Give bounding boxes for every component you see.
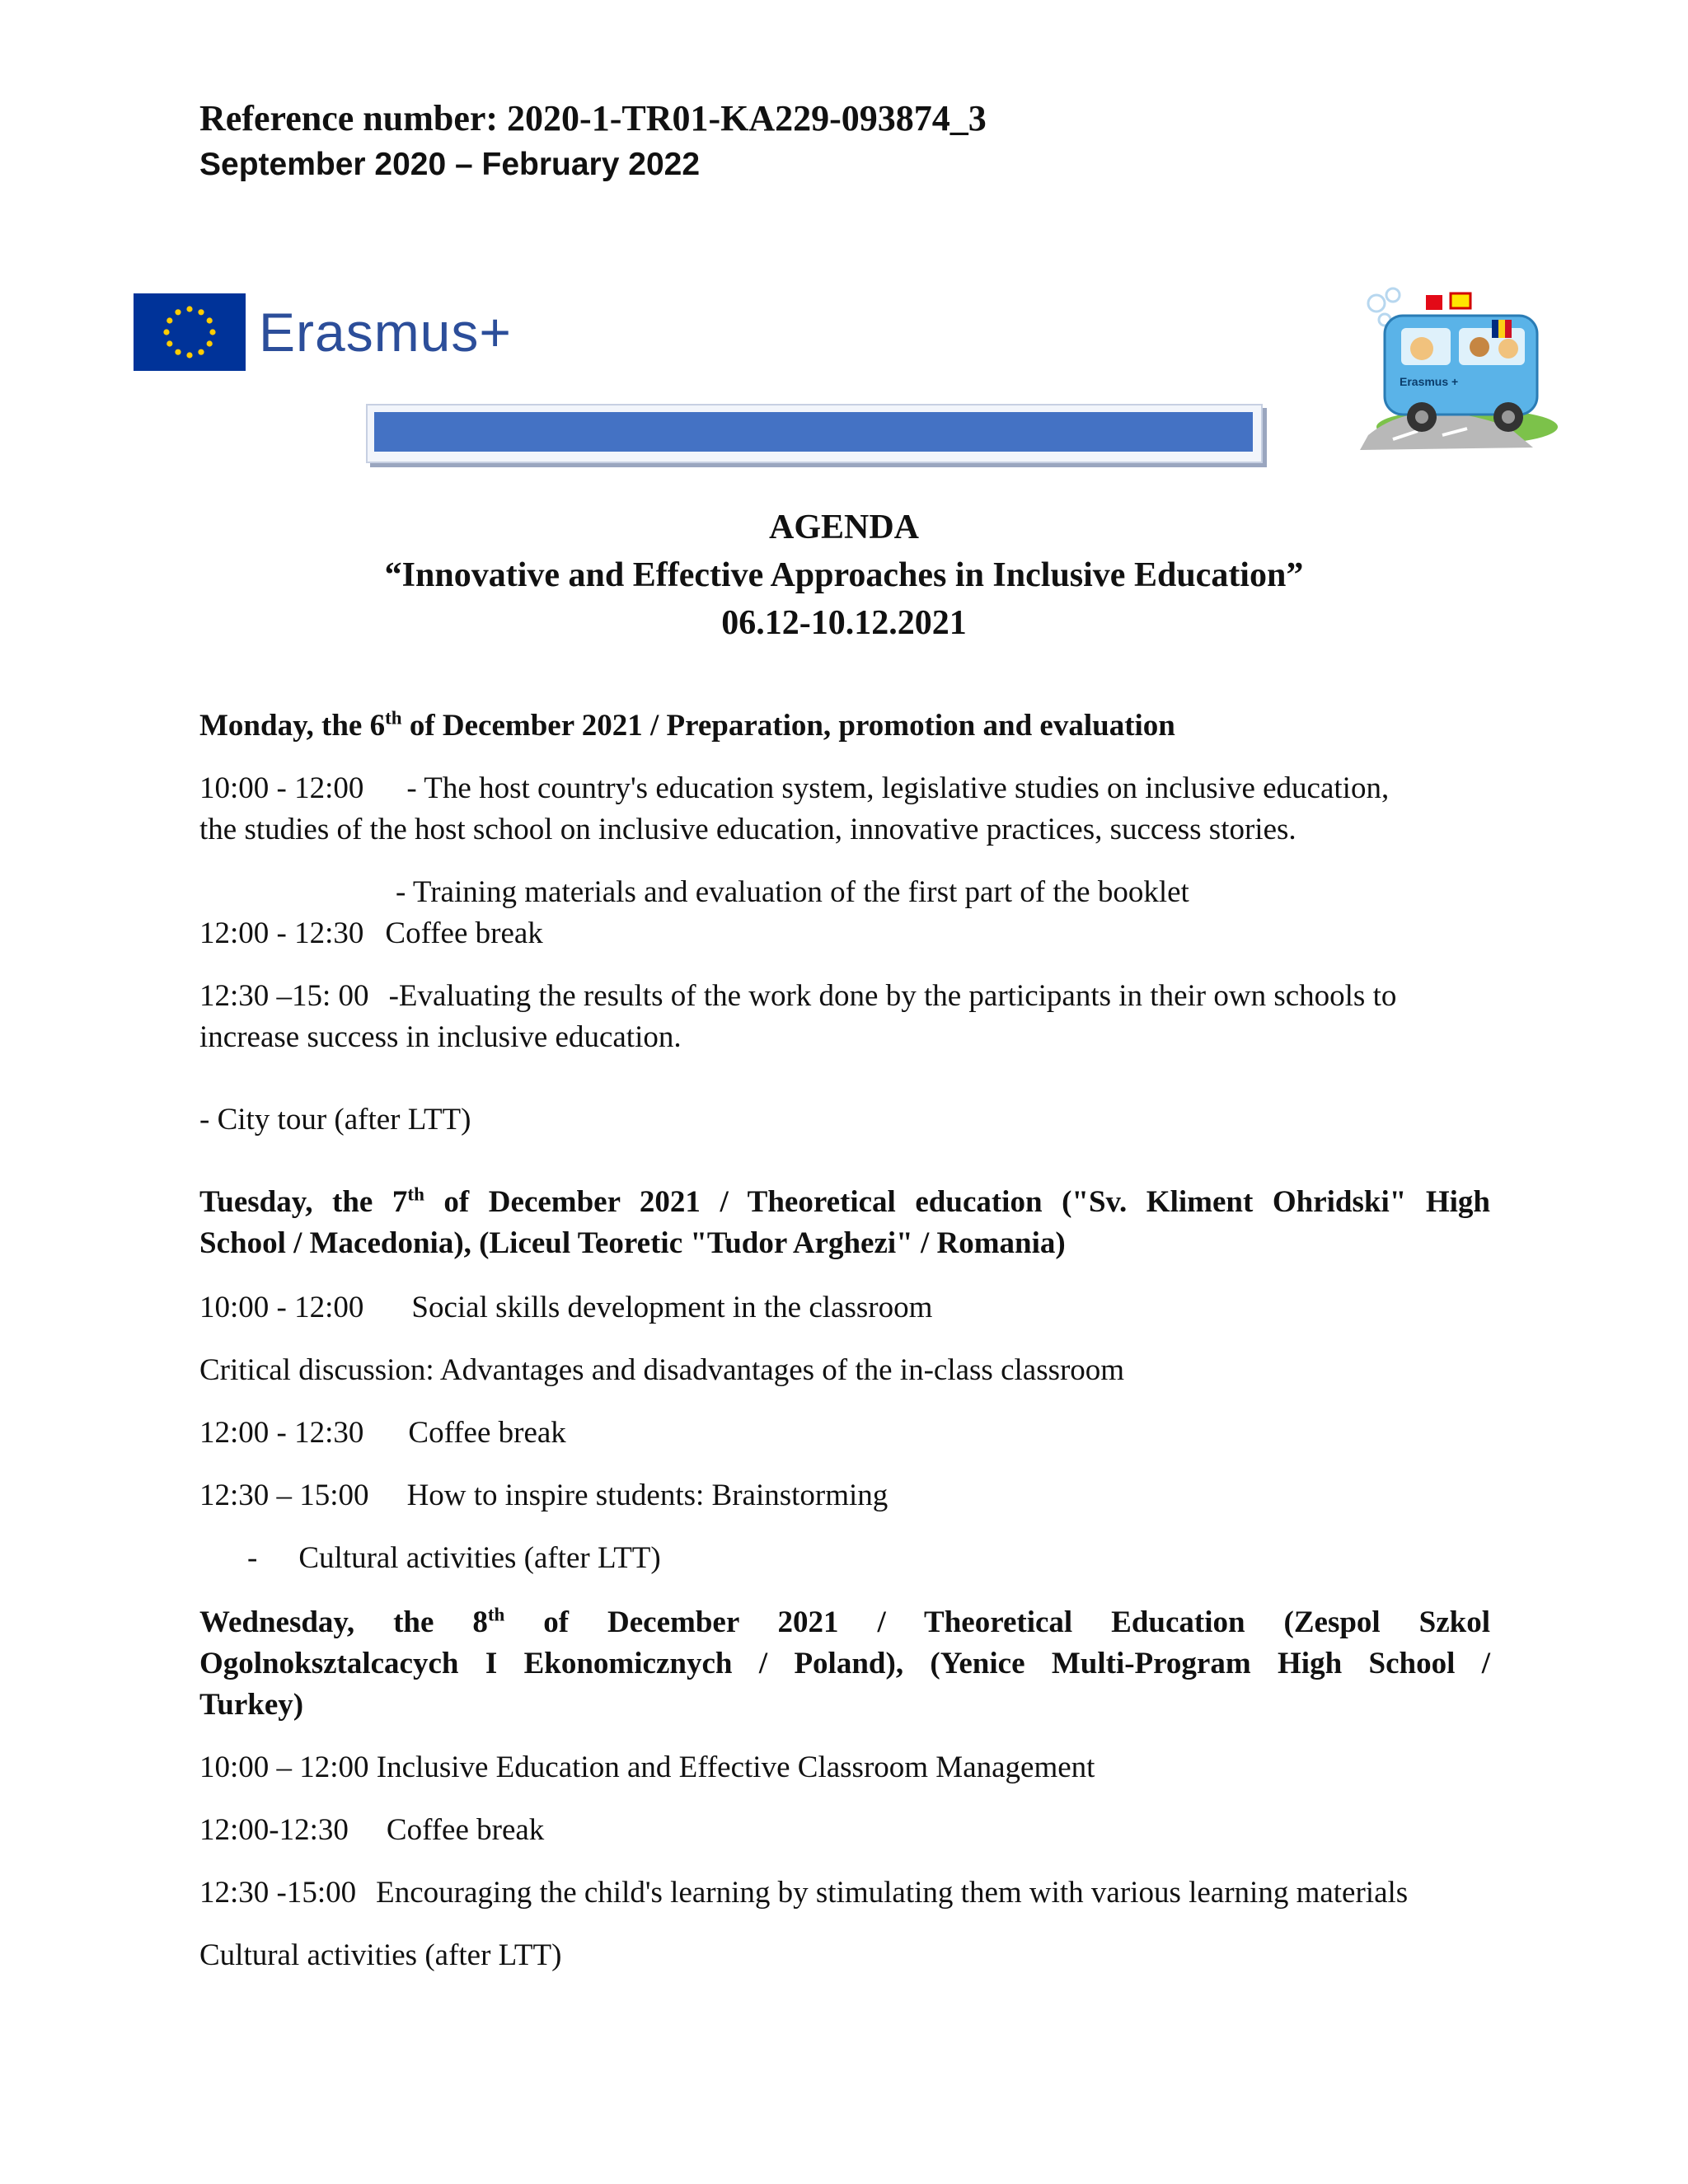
- monday-s1-line1: - The host country's education system, legislative studies on inclusive education,: [406, 771, 1390, 805]
- blue-banner: [366, 404, 1263, 463]
- monday-s1-time: 10:00 - 12:00: [199, 771, 364, 805]
- tuesday-heading: Tuesday, the 7th of December 2021 / Theoretical education ("Sv. Kliment Ohridski" High: [199, 1183, 1490, 1219]
- tuesday-session-1: [199, 1287, 1490, 1329]
- agenda-subtitle: “Innovative and Effective Approaches in Inclusive Education”: [384, 556, 1304, 594]
- wednesday-heading-line2: Ogolnoksztalcacych I Ekonomicznych / Poland), (Yenice Multi-Program High School /: [199, 1647, 1490, 1680]
- monday-s2-time: 12:00 - 12:30: [199, 916, 364, 950]
- tuesday-session-3: [199, 1475, 1490, 1516]
- wednesday-session-3: [199, 1872, 1490, 1914]
- wednesday-session-1: 10:00 – 12:00 Inclusive Education and Effective Classroom Management: [199, 1750, 1095, 1784]
- agenda-title: AGENDA: [768, 509, 919, 546]
- wednesday-s2-text: Coffee break: [386, 1813, 545, 1847]
- tuesday-s1-time: 10:00 - 12:00: [199, 1291, 364, 1324]
- tuesday-s3-text: How to inspire students: Brainstorming: [406, 1479, 889, 1512]
- monday-session-2: [199, 913, 1490, 954]
- tuesday-s2-time: 12:00 - 12:30: [199, 1416, 364, 1450]
- monday-city-tour: - City tour (after LTT): [199, 1103, 471, 1137]
- erasmus-wordmark: Erasmus+: [259, 302, 512, 363]
- reference-number: Reference number: 2020-1-TR01-KA229-093874_3: [199, 98, 987, 138]
- tuesday-s1-text: Social skills development in the classroom: [411, 1291, 933, 1324]
- tuesday-heading-line2: School / Macedonia), (Liceul Teoretic "Tudor Arghezi" / Romania): [199, 1226, 1066, 1260]
- monday-s2-text: Coffee break: [385, 916, 543, 950]
- monday-s1-sub: - Training materials and evaluation of the first part of the booklet: [396, 875, 1189, 909]
- monday-s1-line2: the studies of the host school on inclusive education, innovative practices, success stories.: [199, 813, 1296, 846]
- tuesday-session-2: [199, 1413, 1490, 1454]
- tuesday-s2-text: Coffee break: [408, 1416, 566, 1450]
- project-bus-illustration: [1343, 270, 1558, 452]
- wednesday-s2-time: 12:00-12:30: [199, 1813, 349, 1847]
- monday-s3-line2: increase success in inclusive education.: [199, 1020, 682, 1054]
- wednesday-cultural: Cultural activities (after LTT): [199, 1938, 562, 1972]
- wednesday-s3-time: 12:30 -15:00: [199, 1876, 357, 1910]
- wednesday-session-2: [199, 1810, 1490, 1851]
- monday-session-3: [199, 976, 1490, 1017]
- monday-s3-time: 12:30 –15: 00: [199, 979, 369, 1013]
- bullet-dash: -: [247, 1541, 258, 1575]
- monday-heading: Monday, the 6th of December 2021 / Preparation, promotion and evaluation: [199, 707, 1175, 743]
- bus-badge-text: Erasmus +: [1400, 375, 1459, 388]
- wednesday-heading: Wednesday, the 8th of December 2021 / Theoretical Education (Zespol Szkol: [199, 1604, 1490, 1639]
- agenda-dates: 06.12-10.12.2021: [721, 604, 967, 642]
- tuesday-s3-time: 12:30 – 15:00: [199, 1479, 369, 1512]
- erasmus-logo: [134, 293, 512, 371]
- eu-flag-icon: [134, 293, 246, 371]
- blue-banner-fill: [374, 412, 1253, 452]
- wednesday-s3-text: Encouraging the child's learning by stimulating them with various learning materials: [376, 1876, 1409, 1910]
- wednesday-heading-line3: Turkey): [199, 1688, 304, 1722]
- project-period: September 2020 – February 2022: [199, 147, 701, 182]
- tuesday-cultural: - Cultural activities (after LTT): [247, 1541, 661, 1575]
- tuesday-discussion: Critical discussion: Advantages and disadvantages of the in-class classroom: [199, 1353, 1125, 1387]
- monday-s3-line1: -Evaluating the results of the work done by the participants in their own schools to: [388, 979, 1397, 1013]
- monday-session-1: [199, 768, 1490, 809]
